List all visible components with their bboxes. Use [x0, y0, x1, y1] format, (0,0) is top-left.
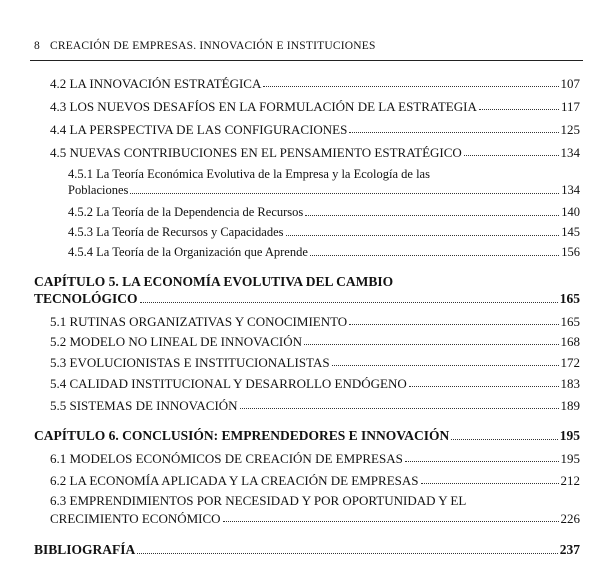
toc-entry-page: 189 — [560, 398, 580, 413]
header-page-number: 8 — [34, 40, 40, 52]
toc-entry-title: 4.5.3 La Teoría de Recursos y Capacidades — [68, 225, 284, 239]
toc-leader — [137, 553, 557, 554]
running-header — [34, 40, 376, 52]
toc-entry-4-5[interactable] — [50, 146, 580, 159]
header-rule — [30, 60, 583, 61]
toc-entry-title: 4.3 LOS NUEVOS DESAFÍOS EN LA FORMULACIÓN DE LA ESTRATEGIA — [50, 99, 477, 114]
toc-entry-page: 134 — [560, 145, 580, 160]
toc-entry-page: 168 — [560, 334, 580, 349]
toc-bibliography[interactable] — [34, 543, 580, 557]
toc-entry-5-3[interactable] — [50, 356, 580, 369]
header-running-title: CREACIÓN DE EMPRESAS. INNOVACIÓN E INSTITUCIONES — [49, 40, 376, 52]
toc-entry-page: 145 — [561, 225, 580, 239]
toc-entry-page: 212 — [560, 473, 580, 488]
toc-entry-title: 5.1 RUTINAS ORGANIZATIVAS Y CONOCIMIENTO — [50, 314, 348, 329]
toc-leader — [305, 215, 559, 216]
toc-chapter-5[interactable] — [34, 292, 580, 306]
toc-entry-6-3-line1[interactable]: 6.3 EMPRENDIMIENTOS POR NECESIDAD Y POR OPORTUNIDAD Y EL — [50, 493, 467, 508]
toc-entry-4-5-3[interactable] — [68, 226, 580, 239]
toc-entry-title: BIBLIOGRAFÍA — [34, 542, 136, 557]
toc-entry-6-3[interactable] — [50, 512, 580, 525]
toc-entry-4-4[interactable] — [50, 123, 580, 136]
toc-entry-page: 165 — [559, 291, 580, 306]
toc-entry-page: 195 — [560, 451, 580, 466]
toc-entry-page: 172 — [560, 355, 580, 370]
toc-entry-page: 237 — [559, 542, 580, 557]
toc-entry-4-5-1[interactable] — [68, 184, 580, 197]
toc-entry-title: 4.5 NUEVAS CONTRIBUCIONES EN EL PENSAMIENTO ESTRATÉGICO — [50, 145, 462, 160]
toc-leader — [349, 324, 558, 325]
toc-entry-4-5-2[interactable] — [68, 206, 580, 219]
toc-entry-title: 6.1 MODELOS ECONÓMICOS DE CREACIÓN DE EMPRESAS — [50, 451, 403, 466]
toc-entry-page: 195 — [559, 428, 580, 443]
toc-chapter-6[interactable] — [34, 429, 580, 443]
toc-entry-title: CAPÍTULO 6. CONCLUSIÓN: EMPRENDEDORES E INNOVACIÓN — [34, 428, 450, 443]
toc-entry-5-4[interactable] — [50, 377, 580, 390]
toc-leader — [240, 408, 559, 409]
toc-chapter-5-line1[interactable]: CAPÍTULO 5. LA ECONOMÍA EVOLUTIVA DEL CAMBIO — [34, 274, 394, 289]
toc-entry-4-5-1-line1[interactable]: 4.5.1 La Teoría Económica Evolutiva de la Empresa y la Ecología de las — [68, 167, 430, 181]
toc-entry-page: 117 — [560, 99, 580, 114]
toc-entry-title: 4.2 LA INNOVACIÓN ESTRATÉGICA — [50, 76, 262, 91]
toc-entry-title: TECNOLÓGICO — [34, 291, 138, 306]
toc-entry-title: 4.4 LA PERSPECTIVA DE LAS CONFIGURACIONES — [50, 122, 348, 137]
toc-entry-title: 5.3 EVOLUCIONISTAS E INSTITUCIONALISTAS — [50, 355, 330, 370]
toc-entry-5-5[interactable] — [50, 399, 580, 412]
toc-entry-title: 5.4 CALIDAD INSTITUCIONAL Y DESARROLLO ENDÓGENO — [50, 376, 407, 391]
toc-leader — [140, 302, 558, 303]
toc-entry-page: 107 — [560, 76, 580, 91]
toc-entry-page: 226 — [560, 511, 580, 526]
toc-entry-title: 6.2 LA ECONOMÍA APLICADA Y LA CREACIÓN DE EMPRESAS — [50, 473, 419, 488]
toc-entry-page: 140 — [561, 205, 580, 219]
toc-entry-5-2[interactable] — [50, 335, 580, 348]
toc-entry-title: 4.5.4 La Teoría de la Organización que Aprende — [68, 245, 308, 259]
toc-leader — [304, 344, 558, 345]
toc-entry-title: 5.2 MODELO NO LINEAL DE INNOVACIÓN — [50, 334, 303, 349]
toc-leader — [332, 365, 559, 366]
toc-entry-page: 165 — [560, 314, 580, 329]
toc-leader — [479, 109, 559, 110]
toc-entry-4-2[interactable] — [50, 77, 580, 90]
toc-leader — [263, 86, 558, 87]
toc-entry-5-1[interactable] — [50, 315, 580, 328]
toc-leader — [451, 439, 557, 440]
toc-leader — [310, 255, 559, 256]
toc-entry-page: 125 — [560, 122, 580, 137]
toc-entry-4-3[interactable] — [50, 100, 580, 113]
toc-leader — [464, 155, 559, 156]
toc-entry-6-2[interactable] — [50, 474, 580, 487]
toc-entry-page: 183 — [560, 376, 580, 391]
toc-entry-title: 4.5.2 La Teoría de la Dependencia de Recursos — [68, 205, 304, 219]
toc-leader — [349, 132, 558, 133]
toc-entry-4-5-4[interactable] — [68, 246, 580, 259]
toc-entry-title: Poblaciones — [68, 183, 129, 197]
toc-leader — [223, 521, 559, 522]
toc-entry-title: 5.5 SISTEMAS DE INNOVACIÓN — [50, 398, 238, 413]
toc-entry-title: CRECIMIENTO ECONÓMICO — [50, 511, 221, 526]
toc-leader — [405, 461, 559, 462]
toc-entry-page: 134 — [561, 183, 580, 197]
toc-entry-page: 156 — [561, 245, 580, 259]
toc-leader — [409, 386, 559, 387]
toc-leader — [421, 483, 559, 484]
toc-entry-6-1[interactable] — [50, 452, 580, 465]
toc-leader — [130, 193, 559, 194]
toc-leader — [286, 235, 560, 236]
